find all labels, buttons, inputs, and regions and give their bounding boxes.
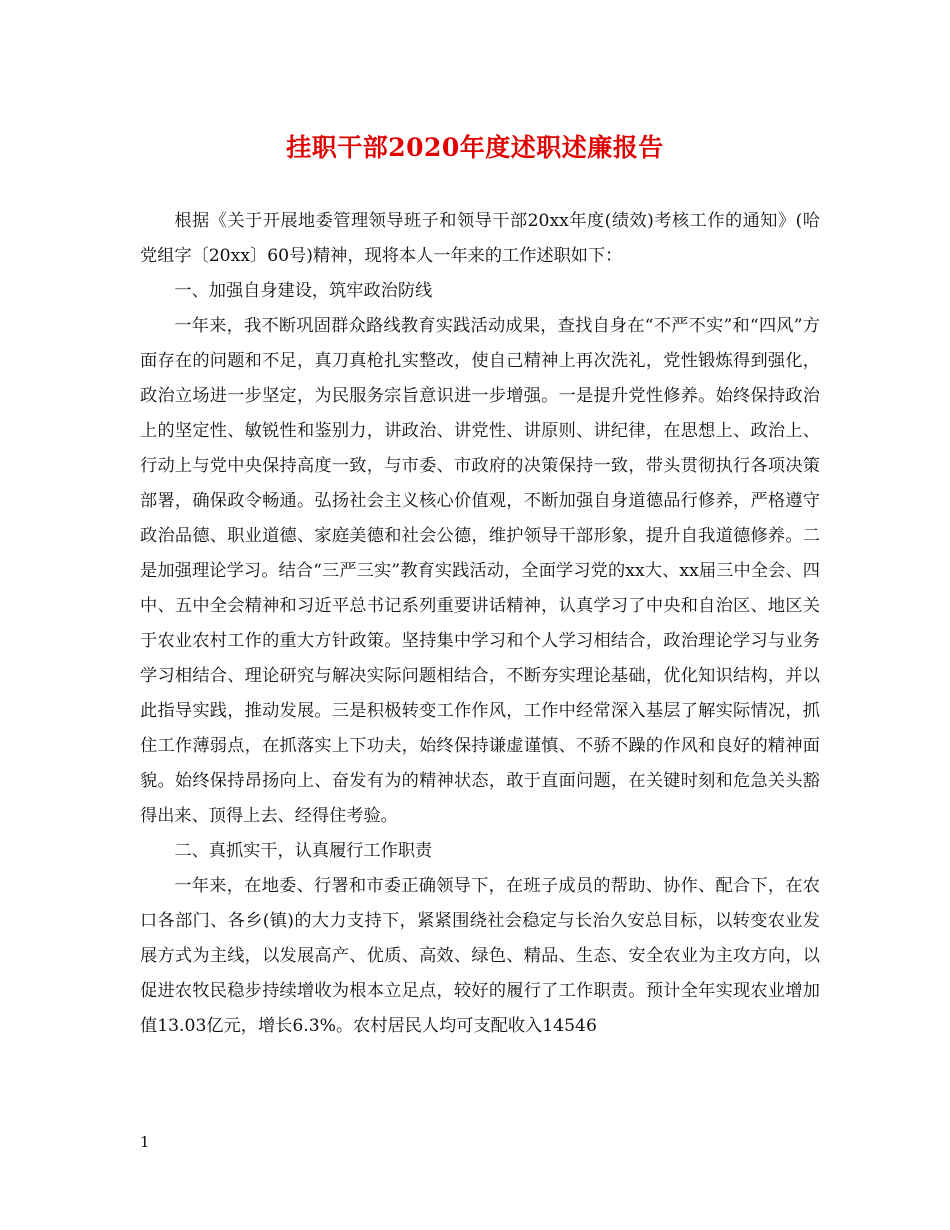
section-heading-1: 一、加强自身建设，筑牢政治防线 [174,281,433,301]
page-number: 1 [140,1133,150,1151]
paragraph-intro: 根据《关于开展地委管理领导班子和领导干部20xx年度(绩效)考核工作的通知》(哈党组字〔20xx〕60号)精神，现将本人一年来的工作述职如下： [140,211,820,266]
paragraph-section-2: 一年来，在地委、行署和市委正确领导下，在班子成员的帮助、协作、配合下，在农口各部门、各乡(镇)的大力支持下，紧紧围绕社会稳定与长治久安总目标，以转变农业发展方式为主线，以发展高产、优质、高效、绿色、精品、生态、安全农业为主攻方向，以促进农牧民稳步持续增收为根本立足点，较好的履行了工作职责。预计全年实现农业增加值13.03亿元，增长6.3%。农村居民人均可支配收入14546 [140,876,820,1036]
paragraph-section-1: 一年来，我不断巩固群众路线教育实践活动成果，查找自身在“不严不实”和“四风”方面存在的问题和不足，真刀真枪扎实整改，使自己精神上再次洗礼，党性锻炼得到强化，政治立场进一步坚定，为民服务宗旨意识进一步增强。一是提升党性修养。始终保持政治上的坚定性、敏锐性和鉴别力，讲政治、讲党性、讲原则、讲纪律，在思想上、政治上、行动上与党中央保持高度一致，与市委、市政府的决策保持一致，带头贯彻执行各项决策部署，确保政令畅通。弘扬社会主义核心价值观，不断加强自身道德品行修养，严格遵守政治品德、职业道德、家庭美德和社会公德，维护领导干部形象，提升自我道德修养。二是加强理论学习。结合“三严三实”教育实践活动，全面学习党的xx大、xx届三中全会、四中、五中全会精神和习近平总书记系列重要讲话精神，认真学习了中央和自治区、地区关于农业农村工作的重大方针政策。坚持集中学习和个人学习相结合，政治理论学习与业务学习相结合、理论研究与解决实际问题相结合，不断夯实理论基础，优化知识结构，并以此指导实践，推动发展。三是积极转变工作作风，工作中经常深入基层了解实际情况，抓住工作薄弱点，在抓落实上下功夫，始终保持谦虚谨慎、不骄不躁的作风和良好的精神面貌。始终保持昂扬向上、奋发有为的精神状态，敢于直面问题，在关键时刻和危急关头豁得出来、顶得上去、经得住考验。 [140,316,820,826]
document-body [140,204,820,1044]
section-heading-2: 二、真抓实干，认真履行工作职责 [174,841,433,861]
document-title: 挂职干部2020年度述职述廉报告 [286,133,664,162]
